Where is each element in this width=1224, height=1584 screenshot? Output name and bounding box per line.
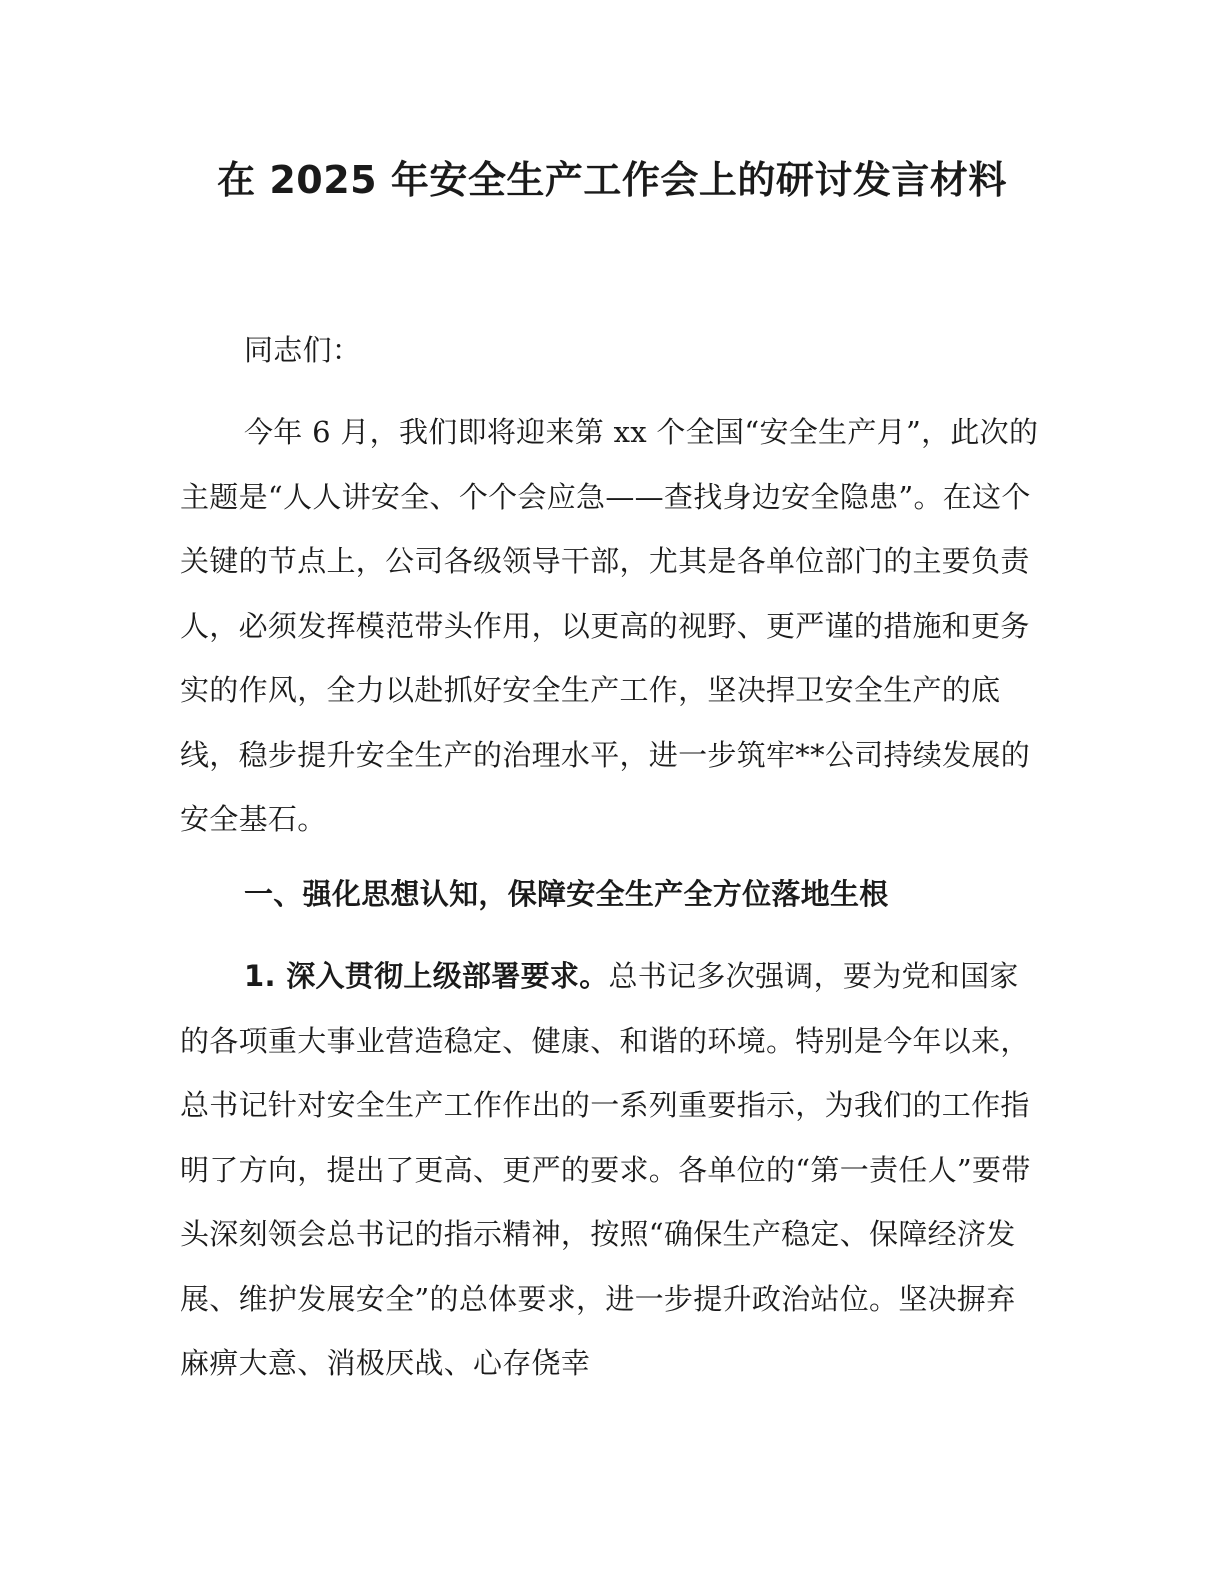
section-heading: 一、强化思想认知，保障安全生产全方位落地生根 [244,877,889,911]
intro-paragraph: 今年 6 月，我们即将迎来第 xx 个全国“安全生产月”，此次的主题是“人人讲安全、个个会应急——查找身边安全隐患”。在这个关键的节点上，公司各级领导干部，尤其是各单位部门的主要负责人，必须发挥模范带头作用，以更高的视野、更严谨的措施和更务实的作风，全力以赴抓好安全生产工作，坚决捍卫安全生产的底线，稳步提升安全生产的治理水平，进一步筑牢**公司持续发展的安全基石。 [180,415,1039,836]
item-text: 总书记多次强调，要为党和国家的各项重大事业营造稳定、健康、和谐的环境。特别是今年以来，总书记针对安全生产工作作出的一系列重要指示，为我们的工作指明了方向，提出了更高、更严的要求。各单位的“第一责任人”要带头深刻领会总书记的指示精神，按照“确保生产稳定、保障经济发展、维护发展安全”的总体要求，进一步提升政治站位。坚决摒弃麻痹大意、消极厌战、心存侥幸 [180,959,1031,1380]
salutation: 同志们： [244,333,362,367]
document-title: 在 2025 年安全生产工作会上的研讨发言材料 [217,158,1007,202]
item-subheading: 1. 深入贯彻上级部署要求。 [244,959,609,993]
section-paragraph [180,944,1040,1396]
